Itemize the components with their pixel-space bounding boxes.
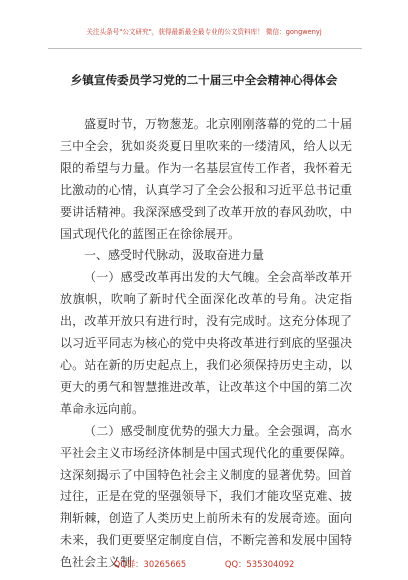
footer-qq-group: QQ群：30265665 [113,559,187,569]
section-heading-1: 一、感受时代脉动，汲取奋进力量 [84,248,265,263]
document-title: 乡镇宣传委员学习党的二十届三中全会精神心得体会 [70,73,338,87]
paragraph-section-1-2: （二）感受制度优势的强大力量。全会强调，高水平社会主义市场经济体制是中国式现代化的重要保障。这深刻揭示了中国特色社会主义制度的显著优势。回首过往，正是在党的坚强领导下，我们才能攻坚克难、披荆斩棘，创造了人类历史上前所未有的发展奇迹。面向未来，我们更要坚定制度自信，不断完善和发展中国特色社会主义制 [60,423,352,570]
header-divider [48,48,362,49]
paragraph-section-1-1: （一）感受改革再出发的大气魄。全会高举改革开放旗帜，吹响了新时代全面深化改革的号角。决定指出，改革开放只有进行时，没有完成时。这充分体现了以习近平同志为核心的党中央将改革进行到底的坚强决心。站在新的历史起点上，我们必须保持历史主动，以更大的勇气和智慧推进改革，让改革这个中国的第二次革命永远向前。 [60,270,352,416]
paragraph-intro: 盛夏时节，万物葱茏。北京刚刚落幕的党的二十届三中全会，犹如炎炎夏日里吹来的一缕清风，给人以无限的希望与力量。作为一名基层宣传工作者，我怀着无比激动的心情，认真学习了全会公报和习近平总书记重要讲话精神。我深深感受到了改革开放的春风劲吹，中国式现代化的蓝图正在徐徐展开。 [60,117,352,241]
header-note: 关注头条号"公文研究"，获得最新最全最专业的公文资料库！ 微信：gongwenyj [86,28,322,36]
document-body [60,114,352,574]
footer-contact [0,558,408,570]
footer-qq: QQ：535304092 [224,559,295,569]
